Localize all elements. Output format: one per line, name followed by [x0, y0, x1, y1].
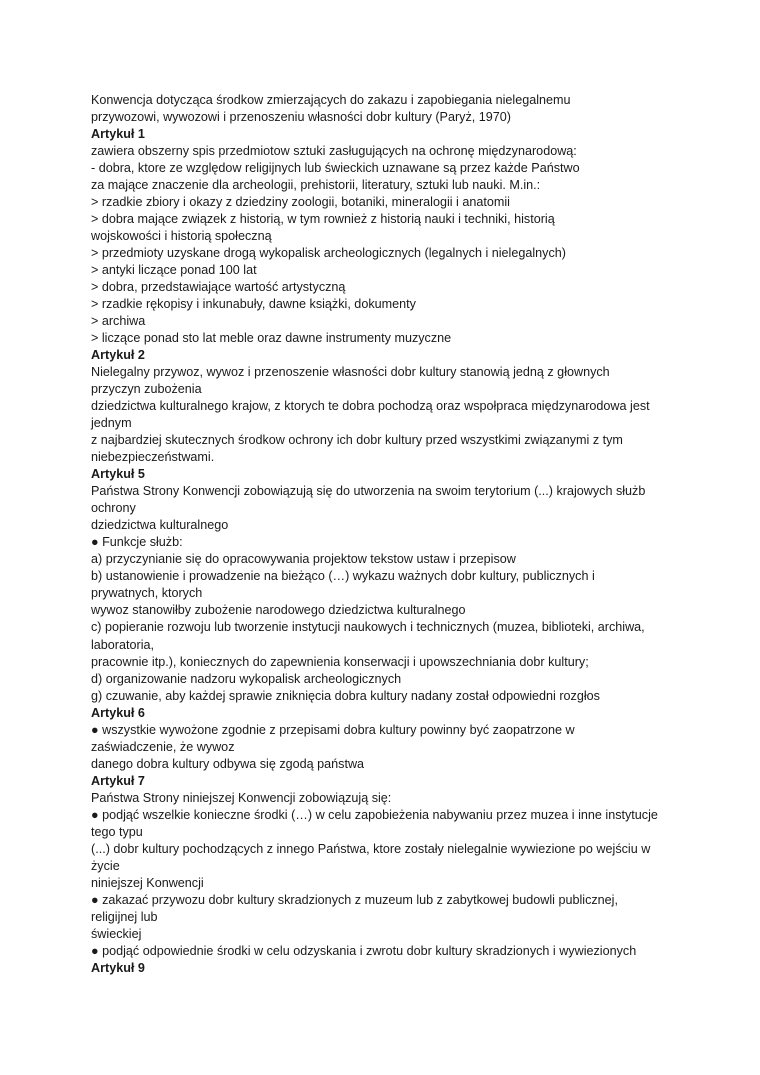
text-line: > archiwa [91, 314, 146, 329]
text-line: > dobra, przedstawiające wartość artystyczną [91, 280, 346, 295]
section-heading: Artykuł 1 [91, 127, 145, 142]
text-line: za mające znaczenie dla archeologii, prehistorii, literatury, sztuki lub nauki. M.in.: [91, 178, 541, 193]
text-line: > dobra mające związek z historią, w tym rownież z historią nauki i techniki, historią [91, 212, 555, 227]
text-line: ● Funkcje służb: [91, 535, 183, 550]
text-line: > rzadkie zbiory i okazy z dziedziny zoologii, botaniki, mineralogii i anatomii [91, 195, 510, 210]
text-line: niniejszej Konwencji [91, 875, 204, 890]
section-heading: Artykuł 7 [91, 773, 145, 788]
text-line: dziedzictwa kulturalnego krajow, z ktorych te dobra pochodzą oraz wspołpraca międzynarodowa jest [91, 399, 650, 414]
text-line: życie [91, 858, 120, 873]
text-line: a) przyczynianie się do opracowywania projektow tekstow ustaw i przepisow [91, 552, 516, 567]
section-heading: Artykuł 5 [91, 467, 145, 482]
text-line: d) organizowanie nadzoru wykopalisk archeologicznych [91, 671, 402, 686]
text-line: Państwa Strony Konwencji zobowiązują się do utworzenia na swoim terytorium (...) krajowych służb [91, 484, 646, 499]
text-line: pracownie itp.), koniecznych do zapewnienia konserwacji i upowszechniania dobr kultury; [91, 654, 589, 669]
text-line: Konwencja dotycząca środkow zmierzających do zakazu i zapobiegania nielegalnemu [91, 93, 571, 107]
section-heading: Artykuł 2 [91, 348, 145, 363]
text-line: niebezpieczeństwami. [91, 450, 215, 465]
text-line: ● zakazać przywozu dobr kultury skradzionych z muzeum lub z zabytkowej budowli publicznej, [91, 892, 618, 907]
section-heading: Artykuł 6 [91, 705, 145, 720]
text-line: - dobra, ktore ze względow religijnych lub świeckich uznawane są przez każde Państwo [91, 161, 580, 176]
text-line: ● podjąć wszelkie konieczne środki (…) w celu zapobieżenia nabywaniu przez muzea i inne instytucje [91, 807, 658, 822]
text-line: ● podjąć odpowiednie środki w celu odzyskania i zwrotu dobr kultury skradzionych i wywiezionych [91, 943, 637, 958]
section-heading: Artykuł 9 [91, 960, 145, 975]
text-line: c) popieranie rozwoju lub tworzenie instytucji naukowych i technicznych (muzea, biblioteki, archiwa, [91, 620, 645, 635]
text-line: > przedmioty uzyskane drogą wykopalisk archeologicznych (legalnych i nielegalnych) [91, 246, 566, 261]
text-line: danego dobra kultury odbywa się zgodą państwa [91, 756, 365, 771]
text-line: (...) dobr kultury pochodzących z innego Państwa, ktore zostały nielegalnie wywiezione po wejściu w [91, 841, 651, 856]
text-line: laboratoria, [91, 637, 155, 652]
text-line: Państwa Strony niniejszej Konwencji zobowiązują się: [91, 790, 392, 805]
text-line: tego typu [91, 824, 143, 839]
text-line: > rzadkie rękopisy i inkunabuły, dawne książki, dokumenty [91, 297, 416, 312]
text-line: dziedzictwa kulturalnego [91, 518, 229, 533]
text-line: świeckiej [91, 926, 142, 941]
text-line: > antyki liczące ponad 100 lat [91, 263, 257, 278]
document-body [91, 92, 691, 977]
text-line: g) czuwanie, aby każdej sprawie zniknięcia dobra kultury nadany został odpowiedni rozgłos [91, 688, 600, 703]
text-line: przywozowi, wywozowi i przenoszeniu własności dobr kultury (Paryż, 1970) [91, 110, 511, 125]
text-line: wojskowości i historią społeczną [91, 229, 272, 244]
text-line: prywatnych, ktorych [91, 586, 203, 601]
text-line: wywoz stanowiłby zubożenie narodowego dziedzictwa kulturalnego [91, 603, 466, 618]
text-line: ● wszystkie wywożone zgodnie z przepisami dobra kultury powinny być zaopatrzone w [91, 722, 575, 737]
text-line: b) ustanowienie i prowadzenie na bieżąco (…) wykazu ważnych dobr kultury, publicznych i [91, 569, 595, 584]
text-line: z najbardziej skutecznych środkow ochrony ich dobr kultury przed wszystkimi związanymi z tym [91, 433, 623, 448]
text-line: > liczące ponad sto lat meble oraz dawne instrumenty muzyczne [91, 331, 452, 346]
text-line: ochrony [91, 501, 136, 516]
text-line: jednym [91, 416, 132, 431]
text-line: zawiera obszerny spis przedmiotow sztuki zasługujących na ochronę międzynarodową: [91, 144, 577, 159]
text-line: przyczyn zubożenia [91, 382, 202, 397]
text-line: Nielegalny przywoz, wywoz i przenoszenie własności dobr kultury stanowią jedną z głownych [91, 365, 610, 380]
text-line: zaświadczenie, że wywoz [91, 739, 235, 754]
text-line: religijnej lub [91, 909, 158, 924]
